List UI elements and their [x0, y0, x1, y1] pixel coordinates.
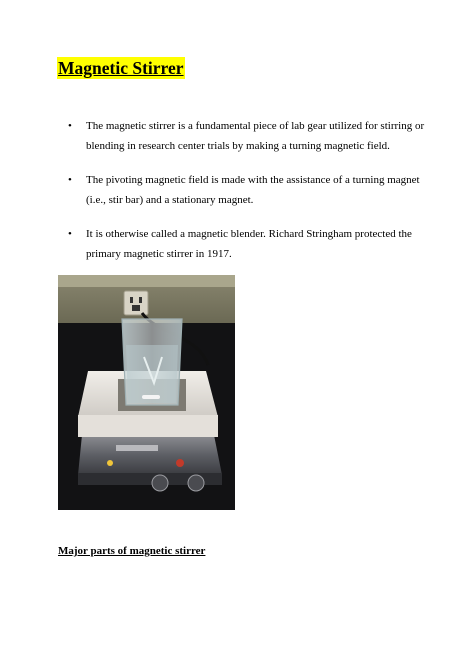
bullet-icon: • [68, 174, 72, 186]
list-item [68, 224, 428, 264]
magnetic-stirrer-photo [58, 275, 235, 510]
list-item [68, 116, 428, 156]
bullet-text: It is otherwise called a magnetic blender. Richard Stringham protected the primary magnetic stirrer in 1917. [86, 228, 412, 260]
bullet-icon: • [68, 228, 72, 240]
list-item [68, 170, 428, 210]
bullet-list [68, 116, 428, 264]
section-heading: Major parts of magnetic stirrer [58, 545, 206, 557]
bullet-text: The magnetic stirrer is a fundamental piece of lab gear utilized for stirring or blending in research center trials by making a turning magnetic field. [86, 120, 425, 152]
stirrer-illustration [58, 275, 235, 510]
bullet-text: The pivoting magnetic field is made with the assistance of a turning magnet (i.e., stir bar) and a stationary magnet. [86, 174, 420, 206]
page-title: Magnetic Stirrer [58, 58, 184, 78]
bullet-icon: • [68, 120, 72, 132]
